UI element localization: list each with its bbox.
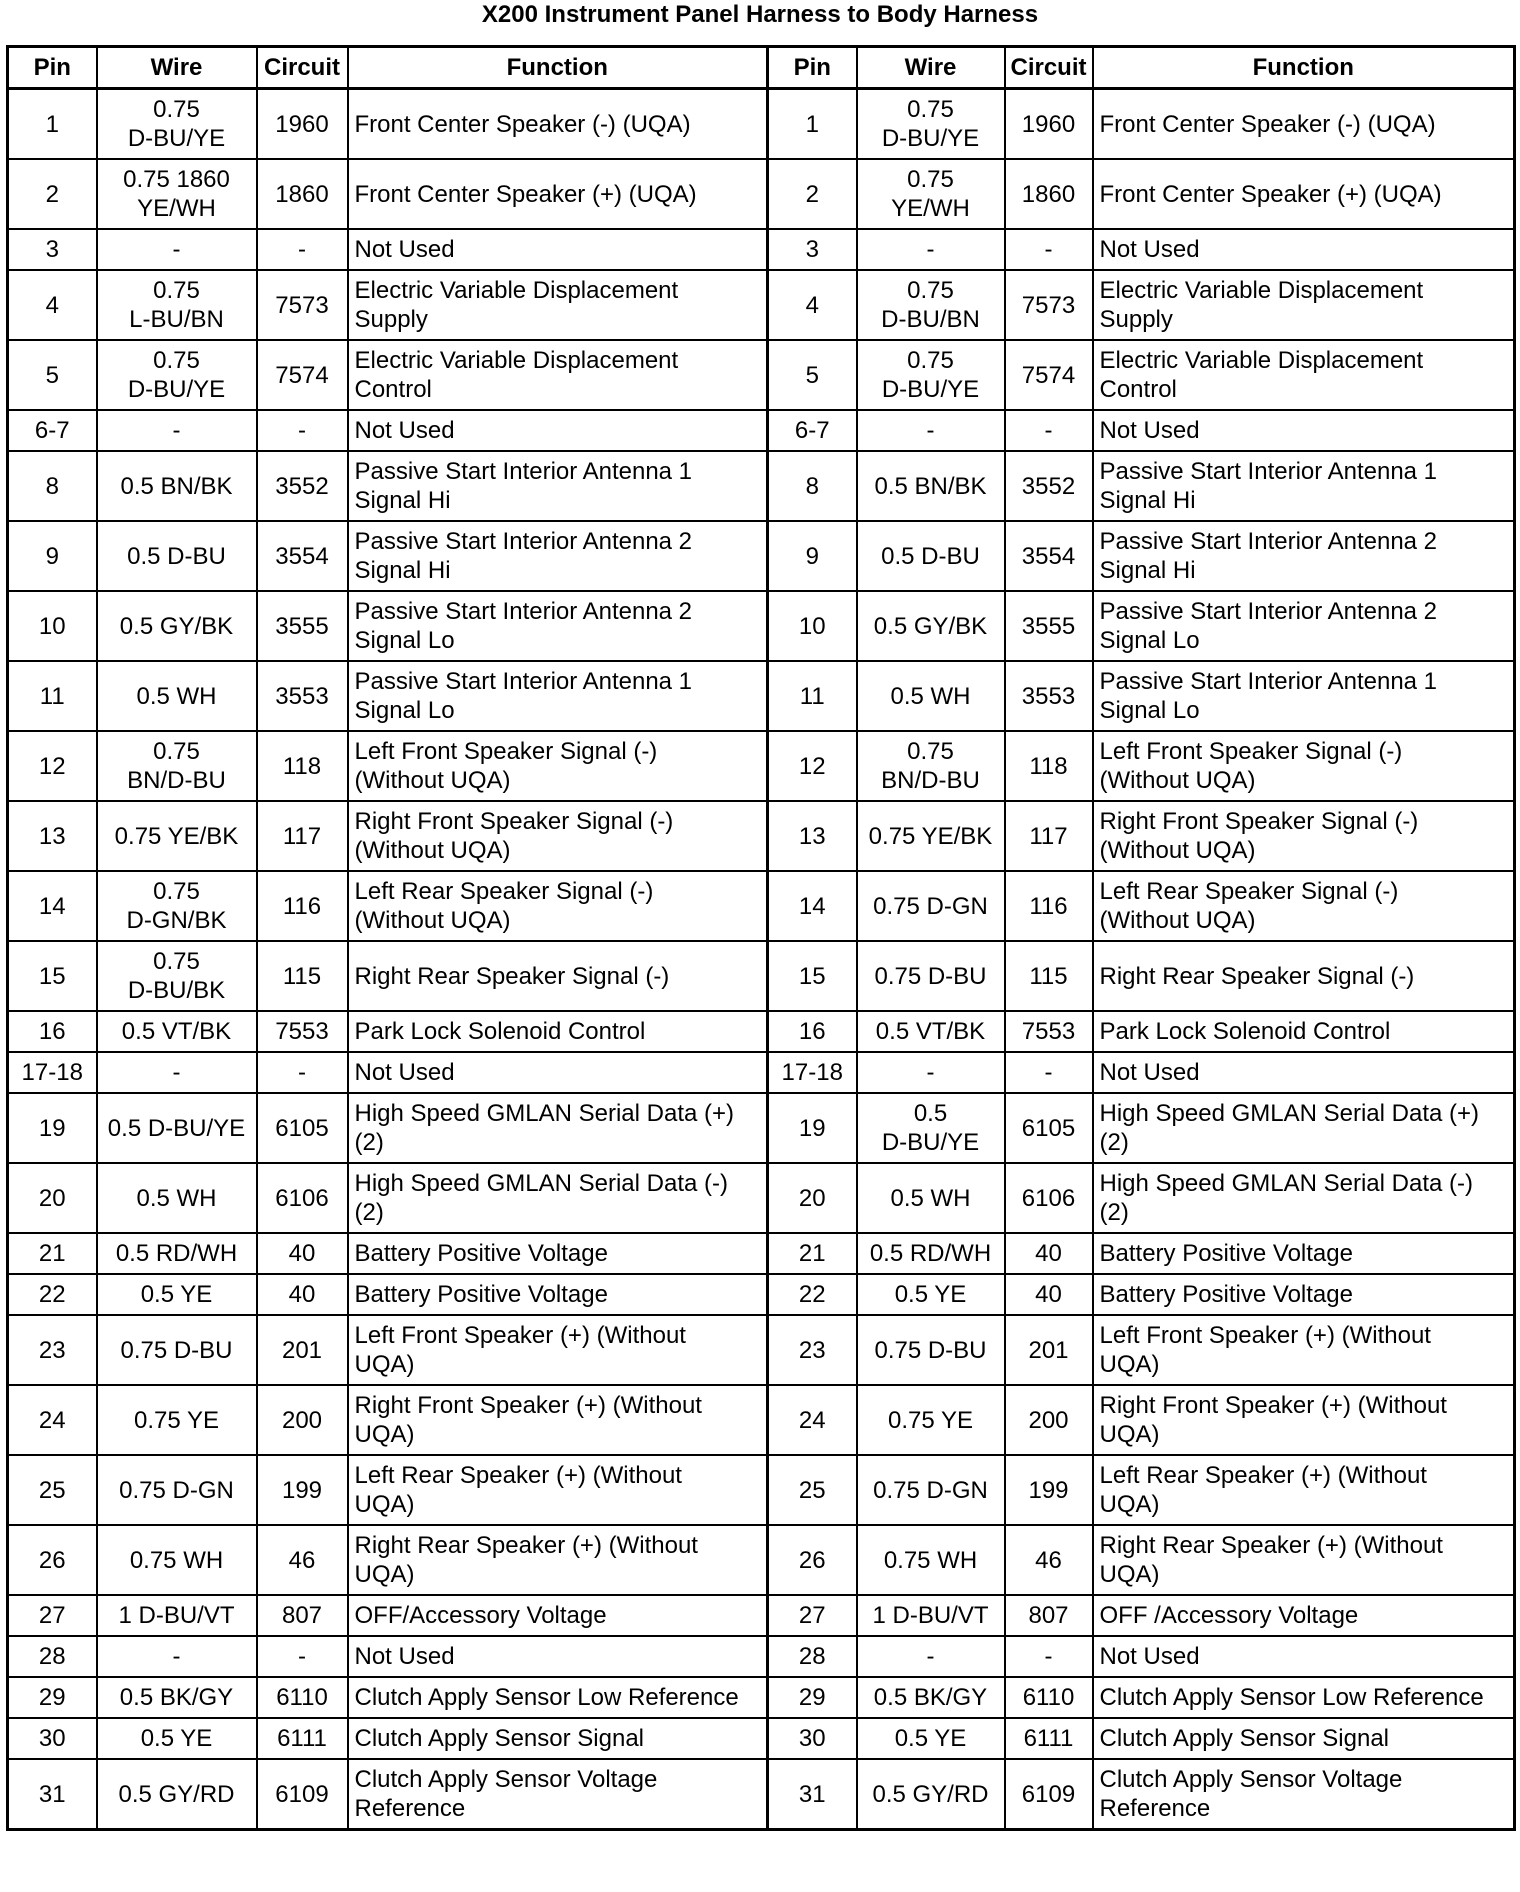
harness-table <box>6 45 1516 1831</box>
pin-cell: 16 <box>8 1011 97 1052</box>
circuit-cell: - <box>257 229 348 270</box>
table-row <box>8 801 1515 871</box>
wire-cell: 0.5 BN/BK <box>97 451 257 521</box>
table-row <box>8 1595 1515 1636</box>
wire-cell: 0.75 D-BU/YE <box>97 89 257 160</box>
wire-cell-right: - <box>857 1052 1005 1093</box>
pin-cell: 12 <box>8 731 97 801</box>
wire-cell-right: 0.5 D-BU <box>857 521 1005 591</box>
function-cell-right: Front Center Speaker (-) (UQA) <box>1093 89 1515 160</box>
circuit-cell: 6110 <box>257 1677 348 1718</box>
table-row <box>8 229 1515 270</box>
function-cell-right: Left Rear Speaker (+) (Without UQA) <box>1093 1455 1515 1525</box>
function-cell: Front Center Speaker (-) (UQA) <box>348 89 768 160</box>
pin-cell: 10 <box>8 591 97 661</box>
circuit-cell: 115 <box>257 941 348 1011</box>
pin-cell: 24 <box>8 1385 97 1455</box>
pin-cell-right: 9 <box>768 521 857 591</box>
function-cell-right: Not Used <box>1093 1052 1515 1093</box>
function-cell-right: Right Front Speaker Signal (-) (Without UQA) <box>1093 801 1515 871</box>
circuit-cell: 116 <box>257 871 348 941</box>
wire-cell-right: 0.5 RD/WH <box>857 1233 1005 1274</box>
wire-cell-right: 1 D-BU/VT <box>857 1595 1005 1636</box>
pin-cell-right: 23 <box>768 1315 857 1385</box>
wire-cell: 0.75 L-BU/BN <box>97 270 257 340</box>
circuit-cell-right: 7553 <box>1005 1011 1093 1052</box>
circuit-cell: 199 <box>257 1455 348 1525</box>
function-cell-right: Clutch Apply Sensor Low Reference <box>1093 1677 1515 1718</box>
wire-cell-right: 0.75 D-GN <box>857 1455 1005 1525</box>
function-cell-right: Clutch Apply Sensor Voltage Reference <box>1093 1759 1515 1830</box>
pin-cell: 23 <box>8 1315 97 1385</box>
table-row <box>8 1525 1515 1595</box>
circuit-cell: 201 <box>257 1315 348 1385</box>
wire-cell: 0.75 YE <box>97 1385 257 1455</box>
wire-cell: 0.75 D-BU/BK <box>97 941 257 1011</box>
pin-cell: 22 <box>8 1274 97 1315</box>
pin-cell-right: 29 <box>768 1677 857 1718</box>
function-cell: Electric Variable Displacement Control <box>348 340 768 410</box>
table-row <box>8 1233 1515 1274</box>
circuit-cell: 6106 <box>257 1163 348 1233</box>
function-cell: High Speed GMLAN Serial Data (+) (2) <box>348 1093 768 1163</box>
table-row <box>8 1759 1515 1830</box>
pin-cell-right: 30 <box>768 1718 857 1759</box>
circuit-cell-right: - <box>1005 410 1093 451</box>
table-row <box>8 941 1515 1011</box>
pin-cell: 5 <box>8 340 97 410</box>
circuit-cell-right: 200 <box>1005 1385 1093 1455</box>
table-row <box>8 591 1515 661</box>
pin-cell-right: 14 <box>768 871 857 941</box>
pin-cell-right: 19 <box>768 1093 857 1163</box>
function-cell: High Speed GMLAN Serial Data (-) (2) <box>348 1163 768 1233</box>
table-row <box>8 410 1515 451</box>
function-cell: Not Used <box>348 410 768 451</box>
wire-cell-right: 0.75 YE/BK <box>857 801 1005 871</box>
circuit-cell: 807 <box>257 1595 348 1636</box>
header-function-right: Function <box>1093 47 1515 89</box>
pin-cell-right: 24 <box>768 1385 857 1455</box>
function-cell-right: Left Front Speaker (+) (Without UQA) <box>1093 1315 1515 1385</box>
wire-cell-right: 0.5 BK/GY <box>857 1677 1005 1718</box>
wire-cell-right: 0.5 D-BU/YE <box>857 1093 1005 1163</box>
function-cell: Left Front Speaker (+) (Without UQA) <box>348 1315 768 1385</box>
function-cell-right: High Speed GMLAN Serial Data (+) (2) <box>1093 1093 1515 1163</box>
pin-cell: 11 <box>8 661 97 731</box>
header-circuit: Circuit <box>257 47 348 89</box>
header-circuit-right: Circuit <box>1005 47 1093 89</box>
pin-cell: 29 <box>8 1677 97 1718</box>
circuit-cell: 7573 <box>257 270 348 340</box>
pin-cell: 28 <box>8 1636 97 1677</box>
circuit-cell-right: 6111 <box>1005 1718 1093 1759</box>
pin-cell: 4 <box>8 270 97 340</box>
header-row <box>8 47 1515 89</box>
pin-cell: 2 <box>8 159 97 229</box>
wire-cell-right: 0.5 WH <box>857 661 1005 731</box>
pin-cell-right: 16 <box>768 1011 857 1052</box>
pin-cell-right: 22 <box>768 1274 857 1315</box>
wire-cell-right: 0.75 D-GN <box>857 871 1005 941</box>
table-row <box>8 1636 1515 1677</box>
wire-cell-right: 0.5 GY/RD <box>857 1759 1005 1830</box>
function-cell: OFF/Accessory Voltage <box>348 1595 768 1636</box>
wire-cell: 0.5 D-BU <box>97 521 257 591</box>
header-pin: Pin <box>8 47 97 89</box>
wire-cell: 0.75 D-BU/YE <box>97 340 257 410</box>
function-cell-right: Electric Variable Displacement Supply <box>1093 270 1515 340</box>
wire-cell: 0.5 YE <box>97 1718 257 1759</box>
wire-cell-right: 0.75 BN/D-BU <box>857 731 1005 801</box>
function-cell-right: Front Center Speaker (+) (UQA) <box>1093 159 1515 229</box>
function-cell: Right Front Speaker (+) (Without UQA) <box>348 1385 768 1455</box>
function-cell: Left Front Speaker Signal (-) (Without UQA) <box>348 731 768 801</box>
pin-cell: 13 <box>8 801 97 871</box>
pin-cell-right: 13 <box>768 801 857 871</box>
pin-cell: 3 <box>8 229 97 270</box>
function-cell-right: High Speed GMLAN Serial Data (-) (2) <box>1093 1163 1515 1233</box>
circuit-cell: 200 <box>257 1385 348 1455</box>
header-pin-right: Pin <box>768 47 857 89</box>
wire-cell: 0.5 D-BU/YE <box>97 1093 257 1163</box>
table-row <box>8 871 1515 941</box>
function-cell: Not Used <box>348 1052 768 1093</box>
pin-cell-right: 31 <box>768 1759 857 1830</box>
wire-cell: - <box>97 410 257 451</box>
circuit-cell-right: 6109 <box>1005 1759 1093 1830</box>
function-cell: Right Front Speaker Signal (-) (Without UQA) <box>348 801 768 871</box>
pin-cell-right: 15 <box>768 941 857 1011</box>
pin-cell-right: 10 <box>768 591 857 661</box>
table-row <box>8 1163 1515 1233</box>
function-cell-right: Not Used <box>1093 410 1515 451</box>
wire-cell-right: 0.75 D-BU <box>857 1315 1005 1385</box>
function-cell: Right Rear Speaker Signal (-) <box>348 941 768 1011</box>
pin-cell-right: 26 <box>768 1525 857 1595</box>
table-row <box>8 661 1515 731</box>
function-cell-right: Right Rear Speaker Signal (-) <box>1093 941 1515 1011</box>
table-row <box>8 1315 1515 1385</box>
circuit-cell: 46 <box>257 1525 348 1595</box>
pin-cell: 9 <box>8 521 97 591</box>
table-row <box>8 1677 1515 1718</box>
function-cell: Clutch Apply Sensor Voltage Reference <box>348 1759 768 1830</box>
function-cell-right: Battery Positive Voltage <box>1093 1274 1515 1315</box>
table-row <box>8 270 1515 340</box>
function-cell-right: Passive Start Interior Antenna 1 Signal Hi <box>1093 451 1515 521</box>
circuit-cell: 3552 <box>257 451 348 521</box>
wire-cell-right: - <box>857 410 1005 451</box>
table-row <box>8 1093 1515 1163</box>
table-row <box>8 451 1515 521</box>
circuit-cell-right: 201 <box>1005 1315 1093 1385</box>
wire-cell-right: 0.75 YE/WH <box>857 159 1005 229</box>
table-title: X200 Instrument Panel Harness to Body Harness <box>481 1 1039 28</box>
function-cell-right: Left Rear Speaker Signal (-) (Without UQA) <box>1093 871 1515 941</box>
wire-cell: 0.75 D-GN/BK <box>97 871 257 941</box>
circuit-cell-right: - <box>1005 1052 1093 1093</box>
circuit-cell-right: 1960 <box>1005 89 1093 160</box>
wire-cell: 0.5 RD/WH <box>97 1233 257 1274</box>
circuit-cell: 118 <box>257 731 348 801</box>
circuit-cell-right: 46 <box>1005 1525 1093 1595</box>
pin-cell-right: 3 <box>768 229 857 270</box>
function-cell: Park Lock Solenoid Control <box>348 1011 768 1052</box>
circuit-cell: - <box>257 410 348 451</box>
pin-cell-right: 28 <box>768 1636 857 1677</box>
table-row <box>8 1718 1515 1759</box>
pin-cell: 26 <box>8 1525 97 1595</box>
circuit-cell-right: 40 <box>1005 1233 1093 1274</box>
circuit-cell-right: 7573 <box>1005 270 1093 340</box>
wire-cell: 0.5 WH <box>97 1163 257 1233</box>
wire-cell-right: - <box>857 229 1005 270</box>
circuit-cell: 6109 <box>257 1759 348 1830</box>
pin-cell-right: 5 <box>768 340 857 410</box>
circuit-cell-right: 116 <box>1005 871 1093 941</box>
function-cell-right: Clutch Apply Sensor Signal <box>1093 1718 1515 1759</box>
pin-cell: 31 <box>8 1759 97 1830</box>
pin-cell: 15 <box>8 941 97 1011</box>
pin-cell-right: 2 <box>768 159 857 229</box>
circuit-cell-right: 3555 <box>1005 591 1093 661</box>
pin-cell-right: 6-7 <box>768 410 857 451</box>
pin-cell: 30 <box>8 1718 97 1759</box>
function-cell: Passive Start Interior Antenna 2 Signal Hi <box>348 521 768 591</box>
circuit-cell-right: 115 <box>1005 941 1093 1011</box>
wire-cell-right: 0.5 YE <box>857 1274 1005 1315</box>
pin-cell: 17-18 <box>8 1052 97 1093</box>
function-cell-right: Battery Positive Voltage <box>1093 1233 1515 1274</box>
wire-cell: 0.75 YE/BK <box>97 801 257 871</box>
circuit-cell: 7553 <box>257 1011 348 1052</box>
function-cell: Right Rear Speaker (+) (Without UQA) <box>348 1525 768 1595</box>
table-row <box>8 521 1515 591</box>
wire-cell: 0.5 BK/GY <box>97 1677 257 1718</box>
pin-cell-right: 11 <box>768 661 857 731</box>
function-cell: Battery Positive Voltage <box>348 1233 768 1274</box>
pin-cell: 20 <box>8 1163 97 1233</box>
table-row <box>8 1011 1515 1052</box>
circuit-cell: 1960 <box>257 89 348 160</box>
circuit-cell: 40 <box>257 1233 348 1274</box>
circuit-cell: 40 <box>257 1274 348 1315</box>
header-wire-right: Wire <box>857 47 1005 89</box>
function-cell-right: OFF /Accessory Voltage <box>1093 1595 1515 1636</box>
circuit-cell: 3553 <box>257 661 348 731</box>
wire-cell-right: - <box>857 1636 1005 1677</box>
table-row <box>8 731 1515 801</box>
table-row <box>8 1274 1515 1315</box>
circuit-cell: 6111 <box>257 1718 348 1759</box>
circuit-cell-right: 40 <box>1005 1274 1093 1315</box>
circuit-cell-right: 199 <box>1005 1455 1093 1525</box>
function-cell-right: Passive Start Interior Antenna 2 Signal Lo <box>1093 591 1515 661</box>
table-row <box>8 89 1515 160</box>
circuit-cell-right: 3553 <box>1005 661 1093 731</box>
circuit-cell-right: 7574 <box>1005 340 1093 410</box>
circuit-cell-right: 3554 <box>1005 521 1093 591</box>
pin-cell: 1 <box>8 89 97 160</box>
wire-cell-right: 0.75 D-BU/BN <box>857 270 1005 340</box>
wire-cell: 0.75 1860 YE/WH <box>97 159 257 229</box>
function-cell-right: Passive Start Interior Antenna 2 Signal Hi <box>1093 521 1515 591</box>
pin-cell-right: 1 <box>768 89 857 160</box>
pin-cell-right: 20 <box>768 1163 857 1233</box>
circuit-cell-right: 6106 <box>1005 1163 1093 1233</box>
wire-cell: - <box>97 1636 257 1677</box>
circuit-cell: 1860 <box>257 159 348 229</box>
function-cell-right: Passive Start Interior Antenna 1 Signal Lo <box>1093 661 1515 731</box>
wire-cell-right: 0.75 D-BU/YE <box>857 89 1005 160</box>
circuit-cell: 117 <box>257 801 348 871</box>
function-cell: Passive Start Interior Antenna 1 Signal Hi <box>348 451 768 521</box>
pin-cell-right: 17-18 <box>768 1052 857 1093</box>
table-row <box>8 1455 1515 1525</box>
function-cell-right: Not Used <box>1093 1636 1515 1677</box>
pin-cell-right: 25 <box>768 1455 857 1525</box>
function-cell-right: Right Front Speaker (+) (Without UQA) <box>1093 1385 1515 1455</box>
function-cell-right: Right Rear Speaker (+) (Without UQA) <box>1093 1525 1515 1595</box>
function-cell: Battery Positive Voltage <box>348 1274 768 1315</box>
circuit-cell-right: 807 <box>1005 1595 1093 1636</box>
wire-cell-right: 0.5 YE <box>857 1718 1005 1759</box>
circuit-cell: 6105 <box>257 1093 348 1163</box>
circuit-cell-right: - <box>1005 229 1093 270</box>
circuit-cell-right: 117 <box>1005 801 1093 871</box>
wire-cell-right: 0.75 D-BU <box>857 941 1005 1011</box>
wire-cell: 0.75 D-GN <box>97 1455 257 1525</box>
function-cell: Clutch Apply Sensor Signal <box>348 1718 768 1759</box>
function-cell: Not Used <box>348 1636 768 1677</box>
pin-cell-right: 21 <box>768 1233 857 1274</box>
function-cell: Left Rear Speaker Signal (-) (Without UQA) <box>348 871 768 941</box>
circuit-cell-right: 3552 <box>1005 451 1093 521</box>
pin-cell: 8 <box>8 451 97 521</box>
circuit-cell: - <box>257 1052 348 1093</box>
pin-cell: 6-7 <box>8 410 97 451</box>
wire-cell: 1 D-BU/VT <box>97 1595 257 1636</box>
table-row <box>8 159 1515 229</box>
function-cell: Clutch Apply Sensor Low Reference <box>348 1677 768 1718</box>
wire-cell: 0.5 VT/BK <box>97 1011 257 1052</box>
table-body <box>8 89 1515 1830</box>
pin-cell: 14 <box>8 871 97 941</box>
circuit-cell-right: 1860 <box>1005 159 1093 229</box>
circuit-cell: 3554 <box>257 521 348 591</box>
function-cell: Passive Start Interior Antenna 2 Signal Lo <box>348 591 768 661</box>
function-cell: Passive Start Interior Antenna 1 Signal Lo <box>348 661 768 731</box>
wire-cell: 0.5 GY/RD <box>97 1759 257 1830</box>
wire-cell-right: 0.5 WH <box>857 1163 1005 1233</box>
function-cell-right: Electric Variable Displacement Control <box>1093 340 1515 410</box>
circuit-cell: 7574 <box>257 340 348 410</box>
circuit-cell-right: - <box>1005 1636 1093 1677</box>
circuit-cell-right: 6105 <box>1005 1093 1093 1163</box>
wire-cell: 0.75 D-BU <box>97 1315 257 1385</box>
header-wire: Wire <box>97 47 257 89</box>
function-cell: Electric Variable Displacement Supply <box>348 270 768 340</box>
circuit-cell-right: 6110 <box>1005 1677 1093 1718</box>
wire-cell: 0.75 WH <box>97 1525 257 1595</box>
table-row <box>8 1385 1515 1455</box>
wire-cell: 0.75 BN/D-BU <box>97 731 257 801</box>
wire-cell-right: 0.5 BN/BK <box>857 451 1005 521</box>
circuit-cell: - <box>257 1636 348 1677</box>
function-cell-right: Left Front Speaker Signal (-) (Without UQA) <box>1093 731 1515 801</box>
header-function: Function <box>348 47 768 89</box>
table-row <box>8 1052 1515 1093</box>
pin-cell: 27 <box>8 1595 97 1636</box>
function-cell: Front Center Speaker (+) (UQA) <box>348 159 768 229</box>
function-cell: Not Used <box>348 229 768 270</box>
pin-cell-right: 12 <box>768 731 857 801</box>
wire-cell-right: 0.75 D-BU/YE <box>857 340 1005 410</box>
pin-cell: 21 <box>8 1233 97 1274</box>
pin-cell-right: 4 <box>768 270 857 340</box>
function-cell: Left Rear Speaker (+) (Without UQA) <box>348 1455 768 1525</box>
pin-cell-right: 27 <box>768 1595 857 1636</box>
pin-cell: 19 <box>8 1093 97 1163</box>
wire-cell-right: 0.5 GY/BK <box>857 591 1005 661</box>
wire-cell: - <box>97 1052 257 1093</box>
circuit-cell: 3555 <box>257 591 348 661</box>
wire-cell: - <box>97 229 257 270</box>
wire-cell-right: 0.5 VT/BK <box>857 1011 1005 1052</box>
table-row <box>8 340 1515 410</box>
wire-cell-right: 0.75 YE <box>857 1385 1005 1455</box>
circuit-cell-right: 118 <box>1005 731 1093 801</box>
wire-cell-right: 0.75 WH <box>857 1525 1005 1595</box>
pin-cell-right: 8 <box>768 451 857 521</box>
wire-cell: 0.5 GY/BK <box>97 591 257 661</box>
wire-cell: 0.5 WH <box>97 661 257 731</box>
wire-cell: 0.5 YE <box>97 1274 257 1315</box>
function-cell-right: Not Used <box>1093 229 1515 270</box>
function-cell-right: Park Lock Solenoid Control <box>1093 1011 1515 1052</box>
pin-cell: 25 <box>8 1455 97 1525</box>
